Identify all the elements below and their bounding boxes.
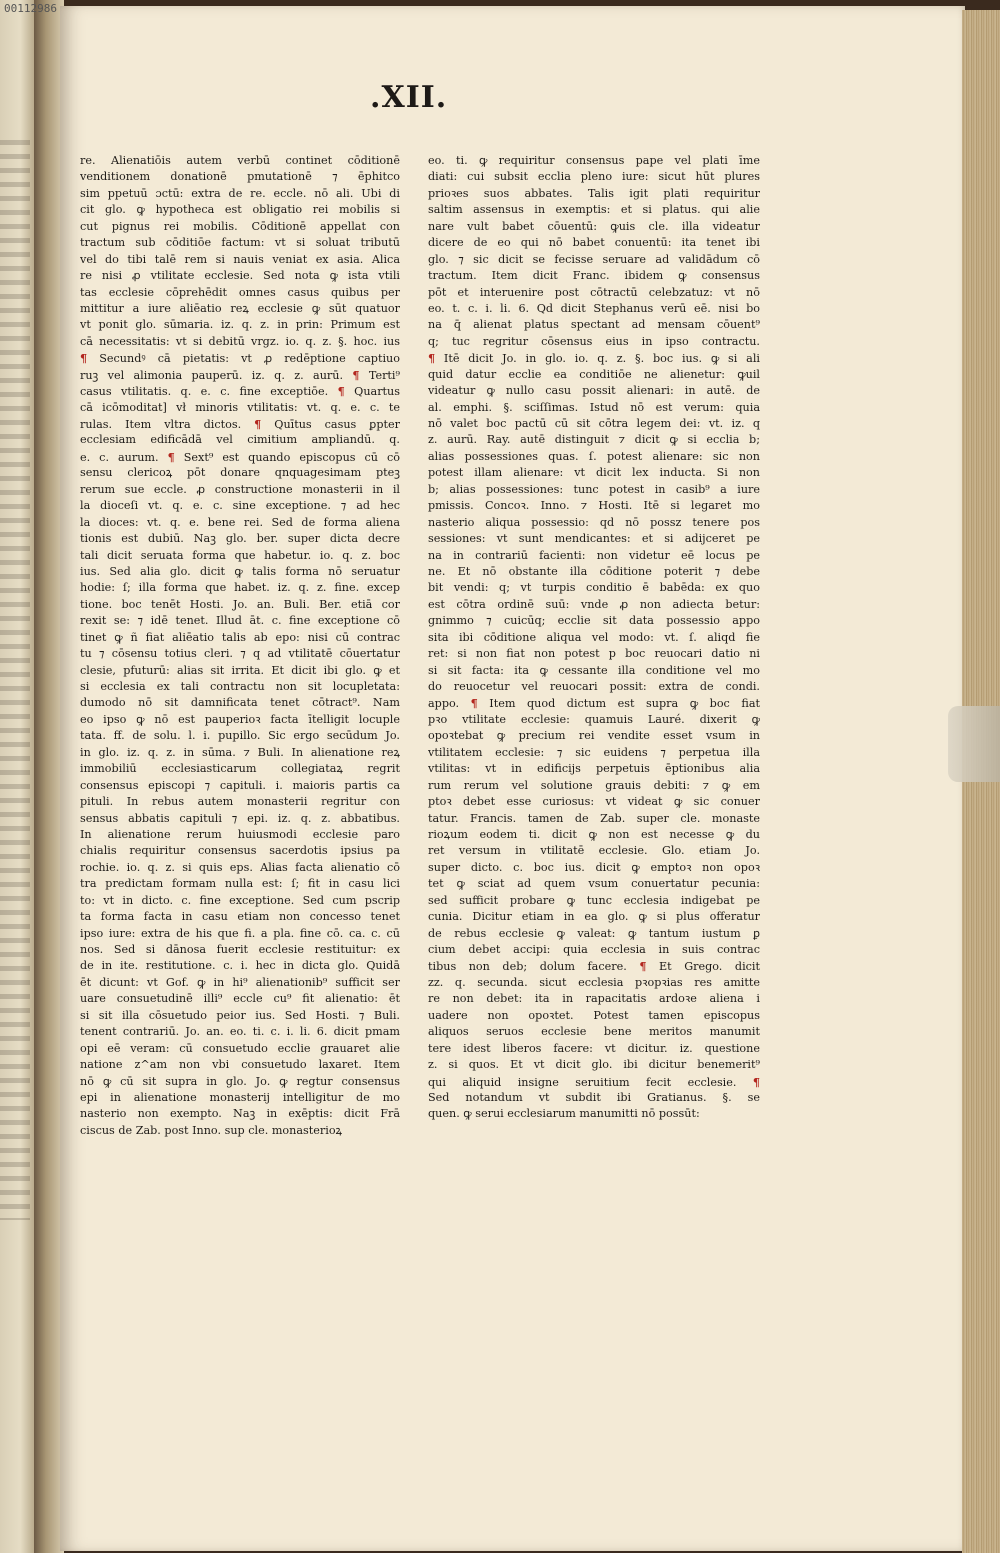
text-line: tali dicit seruata forma que habetur. io. q. z. boc [80, 548, 400, 562]
text-line: eo. t. c. i. li. 6. Qd dicit Stephanus verū eē. nisi bo [428, 301, 760, 315]
text-line: sita ibi cōditione aliqua vel modo: vt. ſ. aliqd fie [428, 630, 760, 644]
text-line: tet ꝙ sciat ad quem vsum conuertatur pecunia: [428, 877, 760, 891]
text-line: de in ite. restitutione. c. i. hec in dicta glo. Quidā [80, 959, 400, 973]
text-line: rulas. Item vltra dictos. ¶ Quītus casus ꝑpter [80, 417, 400, 431]
text-line: si ecclesia ex tali contractu non sit locupletata: [80, 680, 400, 693]
text-line: la dioces: vt. q. e. bene rei. Sed de forma aliena [80, 515, 400, 529]
text-line: cunia. Dicitur etiam in ea glo. ꝙ si plus offeratur [428, 910, 760, 924]
text-line: diati: cui subsit ecclia pleno iure: sicut hūt plures [428, 170, 760, 184]
text-line: rerum sue eccle. ꝓ constructione monasterii in il [80, 482, 400, 496]
text-line: Sed notandum vt subdit ibi Gratianus. §. se [428, 1090, 760, 1104]
text-line: bit vendi: q; vt turpis conditio ē babēda: ex quo [428, 581, 760, 595]
text-line: sensu clericoꝝ pōt donare qnquagesimam pteꝫ [80, 466, 400, 480]
facing-page-edge [0, 0, 34, 1553]
rubric-pilcrow: ¶ [428, 351, 436, 366]
text-line: est cōtra ordinē suū: vnde ꝓ non adiecta betur: [428, 597, 760, 611]
text-line: ne. Et nō obstante illa cōditione poterit ⁊ debe [428, 564, 760, 578]
text-line: ciscus de Zab. post Inno. sup cle. monasterioꝝ [80, 1123, 343, 1137]
text-line: tione. boc tenēt Hosti. Jo. an. Buli. Ber. etiā cor [80, 597, 400, 611]
rubric-pilcrow: ¶ [167, 449, 175, 464]
text-line: appo. ¶ Item quod dictum est supra ꝙ boc fiat [428, 696, 760, 711]
text-line: nare vult babet cōuentū: ꝙuis cle. illa videatur [428, 219, 760, 233]
text-line: nō valet boc pactū cū sit cōtra legem dei: vt. iz. q [428, 417, 760, 430]
text-line: uadere non opoꝛtet. Potest tamen episcopus [428, 1008, 760, 1022]
text-line: re. Alienatiōis autem verbū continet cōditionē [80, 154, 400, 167]
text-line: pꝛo vtilitate ecclesie: quamuis Lauré. dixerit ꝙ [428, 712, 760, 726]
text-line: prioꝛes suos abbates. Talis igit plati requiritur [428, 186, 760, 200]
text-line: dumodo nō sit damnificata tenet cōtract⁹. Nam [80, 696, 400, 710]
text-line: potest illam alienare: vt dicit lex inducta. Si non [428, 466, 760, 480]
text-line: ius. Sed alia glo. dicit ꝙ talis forma nō seruatur [80, 564, 400, 578]
text-line: uare consuetudinē illi⁹ eccle cu⁹ fit alienatio: ēt [80, 992, 400, 1006]
text-line: dicere de eo qui nō babet conuentū: ita tenet ibi [428, 236, 760, 250]
text-line: ta forma facta in casu etiam non concesso tenet [80, 910, 400, 924]
text-line: sessiones: vt sunt mendicantes: et si adijceret pe [428, 532, 760, 546]
text-line: nasterio non exempto. Naꝫ in exēptis: dicit Frā [80, 1107, 400, 1121]
text-column-right [428, 153, 760, 1123]
text-line: consensus episcopi ⁊ capituli. i. maioris partis ca [80, 778, 400, 792]
text-line: na in contrariū facienti: non videtur eē locus pe [428, 548, 760, 562]
text-line: ruꝫ vel alimonia pauperū. iz. q. z. aurū. ¶ Terti⁹ [80, 367, 400, 382]
text-line: casus vtilitatis. q. e. c. fine exceptiōe. ¶ Quartus [80, 384, 400, 399]
rubric-pilcrow: ¶ [337, 384, 345, 399]
text-line: na q̄ alienat platus spectant ad mensam cōuent⁹ [428, 318, 760, 332]
text-line: qui aliquid insigne seruitium fecit ecclesie. ¶ [428, 1074, 760, 1089]
clasp-tab [948, 706, 1000, 782]
scan-id-label: 00112986 [4, 2, 57, 15]
text-line: cit glo. ꝙ hypotheca est obligatio rei mobilis si [80, 203, 400, 217]
text-line: In alienatione rerum huiusmodi ecclesie paro [80, 827, 400, 841]
text-line: vt ponit glo. sūmaria. iz. q. z. in prin: Primum est [80, 318, 400, 332]
text-line: epi in alienatione monasterij intelligitur de mo [80, 1090, 400, 1104]
rubric-pilcrow: ¶ [352, 367, 360, 382]
text-line: tatur. Francis. tamen de Zab. super cle. monaste [428, 811, 760, 825]
text-line: re non debet: ita in rapacitatis ardoꝛe aliena i [428, 992, 760, 1006]
text-line: z. si quos. Et vt dicit glo. ibi dicitur benemerit⁹ [428, 1058, 760, 1072]
text-line: clesie, pfuturū: alias sit irrita. Et dicit ibi glo. ꝙ et [80, 663, 400, 677]
text-line: glo. ⁊ sic dicit se fecisse seruare ad validādum cō [428, 252, 760, 266]
text-line: re nisi ꝓ vtilitate ecclesie. Sed nota ꝙ ista vtili [80, 269, 400, 283]
text-line: eo. ti. ꝙ requiritur consensus pape vel plati īme [428, 154, 760, 167]
text-line: ēt dicunt: vt Gof. ꝙ in hi⁹ alienationib⁹ sufficit ser [80, 975, 400, 989]
rubric-pilcrow: ¶ [254, 417, 262, 431]
text-line: nos. Sed si dānosa fuerit ecclesie restituitur: ex [80, 943, 400, 956]
text-line: ipso iure: extra de his que fi. a pla. fine cō. ca. c. cū [80, 926, 400, 940]
text-line: rum rerum vel solutione grauis debiti: ⁊ ꝙ em [428, 778, 760, 792]
text-line: vtilitatem ecclesie: ⁊ sic euidens ⁊ perpetua illa [428, 745, 760, 759]
text-line: in glo. iz. q. z. in sūma. ⁊ Buli. In alienatione reꝝ [80, 745, 400, 759]
text-line: quid datur ecclie ea conditiōe ne alienetur: ꝙuil [428, 367, 760, 381]
text-line: rexit se: ⁊ idē tenet. Illud āt. c. fine exceptione cō [80, 614, 400, 628]
folio-number: .XII. [370, 80, 448, 115]
text-line: cā icōmoditat] vł minoris vtilitatis: vt. q. e. c. te [80, 400, 400, 414]
text-line: opoꝛtebat ꝙ precium rei vendite esset vsum in [428, 729, 760, 743]
text-line: chialis requiritur consensus sacerdotis ipsius pa [80, 844, 400, 858]
text-line: nō ꝙ cū sit supra in glo. Jo. ꝙ regtur consensus [80, 1074, 400, 1088]
rubric-pilcrow: ¶ [639, 959, 647, 974]
text-line: eo ipso ꝙ nō est pauperioꝛ facta ītelligit locuple [80, 712, 400, 726]
text-line: tra predictam formam nulla est: ſ; fit in casu lici [80, 877, 400, 891]
text-line: tibus non deb; dolum facere. ¶ Et Grego. dicit [428, 959, 760, 974]
text-line: tere idest liberos facere: vt dicitur. iz. questione [428, 1041, 760, 1055]
text-line: tractum sub cōditiōe factum: vt si soluat tributū [80, 236, 400, 250]
text-line: mittitur a iure aliēatio reꝝ ecclesie ꝙ sūt quatuor [80, 301, 400, 315]
text-line: q; tuc regritur cōsensus eius in ipso contractu. [428, 334, 760, 348]
rubric-pilcrow: ¶ [80, 351, 88, 366]
text-line: vel do tibi talē rem si nauis veniat ex asia. Alica [80, 252, 400, 266]
text-line: cā necessitatis: vt si debitū vrgz. io. q. z. §. hoc. ius [80, 334, 400, 348]
text-line: pōt et interuenire post cōtractū celebzatuz: vt nō [428, 285, 760, 299]
text-line: tu ⁊ cōsensu totius cleri. ⁊ q ad vtilitatē cōuertatur [80, 647, 400, 661]
text-line: z. aurū. Ray. autē distinguit ⁊ dicit ꝙ si ecclia b; [428, 433, 760, 447]
text-line: la dioceſi vt. q. e. c. sine exceptione. ⁊ ad hec [80, 499, 400, 513]
text-line: e. c. aurum. ¶ Sext⁹ est quando episcopus cū cō [80, 449, 400, 464]
text-line: b; alias possessiones: tunc potest in casib⁹ a iure [428, 482, 760, 496]
text-line: vtilitas: vt in edificijs perpetuis ēptionibus alia [428, 762, 760, 776]
rubric-pilcrow: ¶ [752, 1074, 760, 1089]
text-line: cut pignus rei mobilis. Cōditionē appellat con [80, 219, 400, 233]
text-line: si sit facta: ita ꝙ cessante illa conditione vel mo [428, 663, 760, 677]
text-line: quen. ꝙ serui ecclesiarum manumitti nō possūt: [428, 1107, 700, 1121]
facing-page-text-bleed [0, 140, 30, 1220]
text-column-left [80, 153, 400, 1139]
text-line: sed sufficit probare ꝙ tunc ecclesia indigebat pe [428, 893, 760, 907]
text-line: cium debet accipi: quia ecclesia in suis contrac [428, 943, 760, 956]
text-line: saltim assensus in exemptis: et si platus. qui alie [428, 203, 760, 217]
text-line: zz. q. secunda. sicut ecclesia pꝛopꝛias res amitte [428, 975, 760, 989]
text-line: de rebus ecclesie ꝙ valeat: ꝙ tantum iustum ꝑ [428, 926, 760, 940]
text-line: tata. ff. de solu. l. i. pupillo. Sic ergo secūdum Jo. [80, 729, 400, 743]
text-line: aliquos seruos ecclesie bene meritos manumit [428, 1025, 760, 1039]
text-line: nasterio aliqua possessio: qd nō possz tenere pos [428, 515, 760, 529]
text-line: sensus abbatis capituli ⁊ epi. iz. q. z. abbatibus. [80, 811, 400, 825]
text-line: gnimmo ⁊ cuicūq; ecclie sit data possessio appo [428, 614, 760, 628]
text-line: tas ecclesie cōprehēdit omnes casus quibus per [80, 285, 400, 299]
text-line: tinet ꝙ ñ fiat aliēatio talis ab epo: nisi cū contrac [80, 630, 400, 644]
text-line: opi eē veram: cū consuetudo ecclie grauaret alie [80, 1041, 400, 1055]
text-line: sim ppetuū ɔctū: extra de re. eccle. nō ali. Ubi di [80, 186, 400, 200]
text-line: alias possessiones quas. ſ. potest alienare: sic non [428, 449, 760, 463]
text-line: do reuocetur vel reuocari possit: extra de condi. [428, 680, 760, 693]
text-line: venditionem donationē pmutationē ⁊ ēphitco [80, 170, 400, 184]
text-line: pituli. In rebus autem monasterii regritur con [80, 795, 400, 809]
text-line: ret: si non fiat non potest p boc reuocari datio ni [428, 647, 760, 661]
text-line: ecclesiam edificādā vel cimitium ampliandū. q. [80, 433, 400, 447]
text-line: hodie: ſ; illa forma que habet. iz. q. z. fine. excep [80, 581, 400, 595]
text-line: si sit illa cōsuetudo peior ius. Sed Hosti. ⁊ Buli. [80, 1008, 400, 1022]
text-line: ret versum in vtilitatē ecclesie. Glo. etiam Jo. [428, 844, 760, 858]
text-line: tionis est dubiū. Naꝫ glo. ber. super dicta decre [80, 532, 400, 546]
text-line: al. emphi. §. sciſſimas. Istud nō est verum: quia [428, 400, 760, 414]
text-line: ¶ Itē dicit Jo. in glo. io. q. z. §. boc ius. ꝙ si ali [428, 351, 760, 366]
text-line: rioꝝum eodem ti. dicit ꝙ non est necesse ꝙ du [428, 827, 760, 841]
text-line: to: vt in dicto. c. fine exceptione. Sed cum pscrip [80, 893, 400, 907]
text-line: natione z^am non vbi consuetudo laxaret. Item [80, 1058, 400, 1072]
text-line: super dicto. c. boc ius. dicit ꝙ emptoꝛ non opoꝛ [428, 860, 760, 874]
text-line: rochie. io. q. z. si quis eps. Alias facta alienatio cō [80, 860, 400, 874]
text-line: tractum. Item dicit Franc. ibidem ꝙ consensus [428, 269, 760, 283]
text-line: tenent contrariū. Jo. an. eo. ti. c. i. li. 6. dicit pmam [80, 1025, 400, 1039]
text-line: pmissis. Concoꝛ. Inno. ⁊ Hosti. Itē si legaret mo [428, 499, 760, 513]
text-line: ptoꝛ debet esse curiosus: vt videat ꝙ sic conuer [428, 795, 760, 809]
text-line: ¶ Secundꝰ cā pietatis: vt ꝓ redēptione captiuo [80, 351, 400, 366]
text-line: immobiliū ecclesiasticarum collegiataꝝ regrit [80, 762, 400, 776]
text-line: videatur ꝙ nullo casu possit alienari: in autē. de [428, 384, 760, 398]
rubric-pilcrow: ¶ [470, 696, 478, 711]
